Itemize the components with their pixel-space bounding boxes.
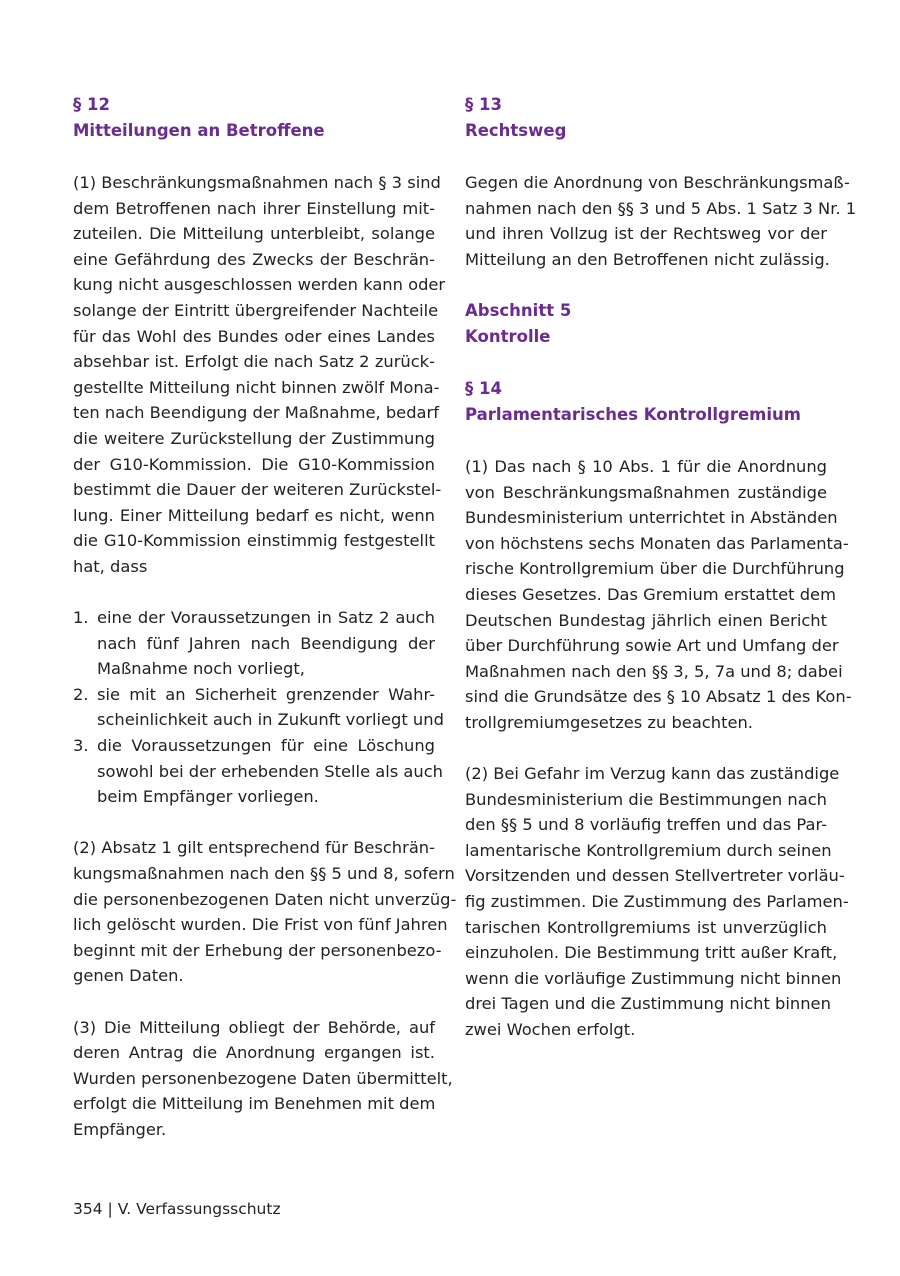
text-line: Wurden personenbezogene Daten übermittelt, [73,1068,453,1088]
section-13-paragraph [465,170,857,272]
abschnitt-number: Abschnitt 5 [465,300,572,320]
text-line: kungsmaßnahmen nach den §§ 5 und 8, sofern [73,864,455,884]
text-line: über Durchführung sowie Art und Umfang der [465,636,839,656]
section-12-title: Mitteilungen an Betroffene [73,121,325,140]
section-12-paragraph-3 [73,1015,453,1143]
list-item-number: 2. [73,684,89,704]
list-item [73,605,435,682]
text-line: (1) Beschränkungsmaßnahmen nach § 3 sind [73,173,441,192]
text-line: zwei Wochen erfolgt. [465,1020,636,1040]
section-12-heading [73,92,435,144]
text-line: fig zustimmen. Die Zustimmung des Parlamen- [465,892,849,912]
abschnitt-title: Kontrolle [465,326,551,346]
text-line: sowohl bei der erhebenden Stelle als auch [97,761,443,781]
section-14-paragraph-2 [465,761,849,1043]
text-line: Vorsitzenden und dessen Stellvertreter vorläu- [465,866,845,886]
text-line: Bundesministerium die Bestimmungen nach [465,789,827,809]
text-line: genen Daten. [73,966,184,986]
text-line: zuteilen. Die Mitteilung unterbleibt, solange [73,224,435,244]
text-line: erfolgt die Mitteilung im Benehmen mit dem [73,1094,436,1114]
text-line: die personenbezogenen Daten nicht unverzüg- [73,889,457,909]
text-line: die weitere Zurückstellung der Zustimmung [73,428,435,448]
text-line: lung. Einer Mitteilung bedarf es nicht, wenn [73,505,435,525]
text-line: (1) Das nach § 10 Abs. 1 für die Anordnung [465,456,827,476]
footer-separator: | [107,1200,113,1218]
section-14-number: § 14 [465,378,502,398]
text-line: bestimmt die Dauer der weiteren Zurückstel- [73,480,442,500]
text-line: sie mit an Sicherheit grenzender Wahr- [97,684,435,704]
text-line: drei Tagen und die Zustimmung nicht binnen [465,994,831,1014]
text-line: Empfänger. [73,1119,167,1139]
text-line: Maßnahme noch vorliegt, [97,659,305,679]
section-13-heading [465,92,827,144]
text-line: lamentarische Kontrollgremium durch seinen [465,840,832,860]
section-12-paragraph-2 [73,835,457,989]
text-line: einzuholen. Die Bestimmung tritt außer Kraft, [465,943,838,963]
text-line: kung nicht ausgeschlossen werden kann oder [73,275,446,295]
list-item [73,733,443,810]
text-line: Deutschen Bundestag jährlich einen Bericht [465,610,827,630]
text-line: gestellte Mitteilung nicht binnen zwölf Mona- [73,377,440,397]
text-line: eine der Voraussetzungen in Satz 2 auch [97,608,435,628]
list-item-number: 3. [73,736,89,756]
section-14-paragraph-1 [465,454,852,736]
text-line: von höchstens sechs Monaten das Parlamenta- [465,533,849,553]
right-column [465,92,857,1068]
text-line: solange der Eintritt übergreifender Nachteile [73,300,439,320]
text-line: rische Kontrollgremium über die Durchführung [465,559,845,579]
text-line: Bundesministerium unterrichtet in Abständen [465,508,838,528]
section-14-title: Parlamentarisches Kontrollgremium [465,404,801,424]
text-line: beim Empfänger vorliegen. [97,787,319,807]
text-line: ten nach Beendigung der Maßnahme, bedarf [73,403,439,423]
text-line: beginnt mit der Erhebung der personenbezo- [73,940,442,960]
text-line: dieses Gesetzes. Das Gremium erstattet dem [465,584,836,604]
text-line: (2) Bei Gefahr im Verzug kann das zuständige [465,764,840,784]
section-12-paragraph-1 [73,170,446,580]
text-line: für das Wohl des Bundes oder eines Landes [73,326,435,346]
text-line: absehbar ist. Erfolgt die nach Satz 2 zurück- [73,352,435,372]
text-line: von Beschränkungsmaßnahmen zuständige [465,482,827,502]
text-line: Mitteilung an den Betroffenen nicht zulässig. [465,249,830,269]
text-line: (3) Die Mitteilung obliegt der Behörde, auf [73,1017,435,1037]
section-12-number: § 12 [73,95,110,114]
text-line: nahmen nach den §§ 3 und 5 Abs. 1 Satz 3 Nr. 1 [465,198,857,218]
text-line: trollgremiumgesetzes zu beachten. [465,712,753,732]
text-line: deren Antrag die Anordnung ergangen ist. [73,1043,435,1063]
left-column [73,92,457,1168]
text-line: Maßnahmen nach den §§ 3, 5, 7a und 8; dabei [465,661,843,681]
page-number: 354 [73,1200,103,1218]
text-line: die G10-Kommission einstimmig festgestellt [73,531,435,551]
text-line: Gegen die Anordnung von Beschränkungsmaß- [465,173,850,192]
text-line: hat, dass [73,556,148,576]
text-line: dem Betroffenen nach ihrer Einstellung mit- [73,198,435,218]
text-line: scheinlichkeit auch in Zukunft vorliegt und [97,710,444,730]
text-line: nach fünf Jahren nach Beendigung der [97,633,435,653]
section-14-heading [465,376,827,428]
text-line: eine Gefährdung des Zwecks der Beschrän- [73,249,435,269]
text-line: (2) Absatz 1 gilt entsprechend für Beschrän- [73,838,435,858]
chapter-title: V. Verfassungsschutz [117,1200,281,1218]
text-line: tarischen Kontrollgremiums ist unverzüglich [465,917,827,937]
text-line: sind die Grundsätze des § 10 Absatz 1 des Kon- [465,687,852,707]
list-item-number: 1. [73,608,89,628]
text-line: lich gelöscht wurden. Die Frist von fünf Jahren [73,915,448,935]
text-line: wenn die vorläufige Zustimmung nicht binnen [465,968,842,988]
text-line: die Voraussetzungen für eine Löschung [97,736,435,756]
abschnitt-5-heading [465,298,827,350]
section-13-title: Rechtsweg [465,121,567,140]
text-line: und ihren Vollzug ist der Rechtsweg vor der [465,224,827,244]
section-12-list [73,605,444,810]
text-line: der G10-Kommission. Die G10-Kommission [73,454,435,474]
section-13-number: § 13 [465,95,502,114]
list-item [73,682,444,733]
text-line: den §§ 5 und 8 vorläufig treffen und das Par- [465,815,827,835]
page-footer [73,1199,281,1219]
